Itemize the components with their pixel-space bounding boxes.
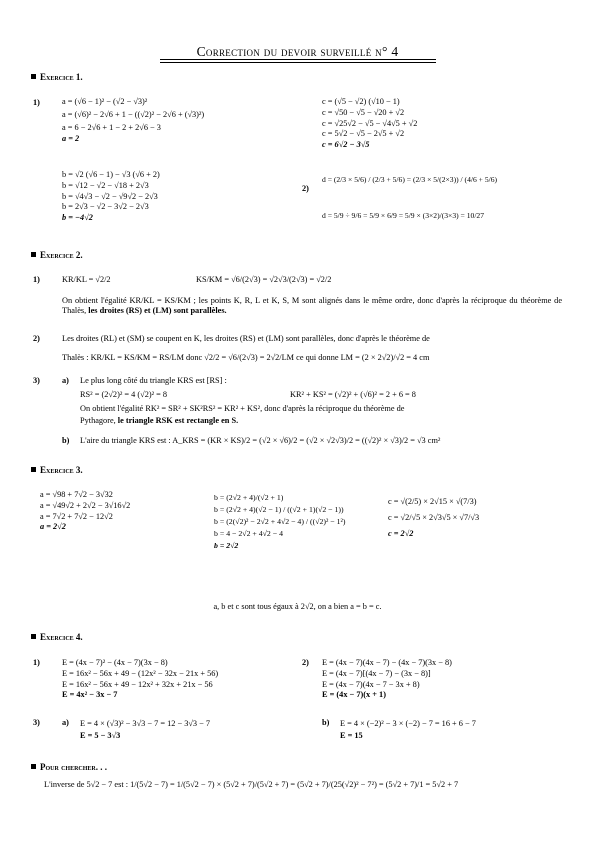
ex3-a-line: a = √49√2 + 2√2 − 3√16√2	[40, 500, 131, 510]
ex4-q1-line: E = 16x² − 56x + 49 − (12x² − 32x − 21x + 56)	[62, 668, 219, 678]
exercise-3-heading: Exercice 3.	[31, 465, 83, 476]
ex1-c-line: c = √25√2 − √5 − √4√5 + √2	[322, 118, 418, 128]
ex1-c-line: c = (√5 − √2) (√10 − 1)	[322, 97, 400, 106]
extra-line: L'inverse de 5√2 − 7 est : 1/(5√2 − 7) = 1/(5√2 − 7) × (5√2 + 7)/(5√2 + 7) = (5√2 + 7)/(25(√2)² − 7²) = (5√2 + 7)/1 = 5√2 + 7	[44, 780, 459, 789]
ex1-c-block	[322, 97, 417, 151]
ex3-c-line: c = √(2/5) × 2√15 × √(7/3)	[388, 497, 477, 506]
ex4-q1-label: 1)	[33, 658, 40, 667]
ex2-q3a-line2b: KR² + KS² = (√2)² + (√6)² = 2 + 6 = 8	[290, 390, 416, 399]
ex1-b-line: b = √12 − √2 − √18 + 2√3	[62, 180, 149, 190]
ex1-q1-label: 1)	[33, 98, 40, 107]
ex2-q3a-line1: Le plus long côté du triangle KRS est [RS] :	[80, 376, 227, 385]
ex2-q1-text	[62, 296, 562, 316]
ex4-q2-result: E = (4x − 7)(x + 1)	[322, 690, 386, 700]
ex1-b-line: b = √4√3 − √2 − √9√2 − 2√3	[62, 191, 158, 201]
ex3-c-block	[388, 494, 479, 541]
ex4-q2-line: E = (4x − 7)(4x − 7 − 3x + 8)	[322, 679, 420, 689]
exercise-1-heading: Exercice 1.	[31, 72, 83, 83]
ex2-q1-conclusion: les droites (RS) et (LM) sont parallèles.	[88, 305, 227, 315]
ex2-q3a-conclusion: le triangle RSK est rectangle en S.	[117, 416, 239, 425]
ex1-q2-label: 2)	[302, 184, 309, 193]
ex1-b-line: b = √2 (√6 − 1) − √3 (√6 + 2)	[62, 170, 160, 179]
ex2-q3b-label: b)	[62, 436, 70, 445]
ex4-q1-line: E = (4x − 7)² − (4x − 7)(3x − 8)	[62, 658, 168, 667]
ex3-b-line: b = (2(√2)² − 2√2 + 4√2 − 4) / ((√2)² − 1²)	[214, 517, 346, 527]
ex2-q3a-line2a: RS² = (2√2)² = 4 (√2)² = 8	[80, 390, 168, 399]
ex4-q2-line: E = (4x − 7)[(4x − 7) − (3x − 8)]	[322, 668, 431, 678]
page-title: Correction du devoir surveillé n° 4	[196, 44, 399, 59]
ex3-b-block	[214, 492, 345, 552]
ex3-b-result: b = 2√2	[214, 541, 239, 551]
ex3-a-line: a = √98 + 7√2 − 3√32	[40, 490, 113, 499]
ex1-d-line: d = (2/3 × 5/6) / (2/3 + 5/6) = (2/3 × 5/(2×3)) / (4/6 + 5/6)	[322, 175, 498, 184]
exercise-4-heading: Exercice 4.	[31, 632, 83, 643]
ex1-a-line: a = (√6 − 1)² − (√2 − √3)²	[62, 97, 148, 106]
ex2-q3b-text: L'aire du triangle KRS est : A_KRS = (KR × KS)/2 = (√2 × √6)/2 = (√2 × √2√3)/2 = ((√2)² × √3)/2 = √3 cm²	[80, 436, 441, 445]
ex1-a-line: a = 6 − 2√6 + 1 − 2 + 2√6 − 3	[62, 122, 161, 132]
ex3-b-line: b = 4 − 2√2 + 4√2 − 4	[214, 529, 284, 539]
ex2-q1-eq2: KS/KM = √6/(2√3) = √2√3/(2√3) = √2/2	[196, 275, 332, 284]
ex2-q3a-line4	[80, 416, 238, 426]
ex3-b-line: b = (2√2 + 4)/(√2 + 1)	[214, 493, 284, 502]
ex3-conclusion: a, b et c sont tous égaux à 2√2, on a bien a = b = c.	[213, 602, 382, 611]
ex4-q3a-label: a)	[62, 718, 69, 727]
extra-heading: Pour chercher. . .	[31, 762, 107, 773]
ex1-c-line: c = √50 − √5 − √20 + √2	[322, 107, 405, 117]
ex4-q3b-block	[340, 718, 476, 741]
ex4-q3b-result: E = 15	[340, 730, 363, 740]
ex2-q3a-label: a)	[62, 376, 69, 385]
ex4-q3-label: 3)	[33, 718, 40, 727]
ex4-q3a-block	[80, 718, 210, 741]
exercise-2-heading: Exercice 2.	[31, 250, 83, 261]
ex4-q3a-result: E = 5 − 3√3	[80, 730, 121, 740]
ex1-b-line: b = 2√3 − √2 − 3√2 − 2√3	[62, 202, 149, 212]
ex3-a-result: a = 2√2	[40, 522, 66, 532]
ex1-d-result: d = 5/9 ÷ 9/6 = 5/9 × 6/9 = 5/9 × (3×2)/(3×3) = 10/27	[322, 211, 485, 220]
ex2-q1-sentence: On obtient l'égalité KR/KL = KS/KM ; les points K, R, L et K, S, M sont alignés dans le même ordre, donc d'après la réciproque du théorème de Thalès,	[62, 296, 562, 315]
ex3-c-result: c = 2√2	[388, 528, 414, 538]
ex1-a-line: a = (√6)² − 2√6 + 1 − ((√2)² − 2√6 + (√3)²)	[62, 109, 205, 119]
ex2-q2-text: Les droites (RL) et (SM) se coupent en K, les droites (RS) et (LM) sont parallèles, donc d'après le théorème de	[62, 334, 430, 343]
ex1-b-block	[62, 170, 160, 224]
ex3-c-line: c = √2/√5 × 2√3√5 × √7/√3	[388, 512, 480, 522]
ex1-a-result: a = 2	[62, 134, 80, 144]
ex1-b-result: b = −4√2	[62, 213, 93, 223]
ex2-q3a-line3: On obtient l'égalité RK² = SR² + SK²RS² = KR² + KS², donc d'après la réciproque du théorème de	[80, 404, 405, 413]
ex2-q1-label: 1)	[33, 275, 40, 284]
ex4-q3b-label: b)	[322, 718, 330, 727]
ex2-q2-label: 2)	[33, 334, 40, 343]
ex4-q1-line: E = 16x² − 56x + 49 − 12x² + 32x + 21x − 56	[62, 679, 213, 689]
ex1-a-block	[62, 97, 204, 144]
ex4-q1-block	[62, 658, 218, 701]
ex1-c-result: c = 6√2 − 3√5	[322, 140, 370, 150]
ex3-a-line: a = 7√2 + 7√2 − 12√2	[40, 511, 113, 521]
ex2-q3-label: 3)	[33, 376, 40, 385]
ex4-q1-result: E = 4x² − 3x − 7	[62, 690, 118, 700]
ex4-q2-label: 2)	[302, 658, 309, 667]
ex3-b-line: b = (2√2 + 4)(√2 − 1) / ((√2 + 1)(√2 − 1))	[214, 505, 344, 515]
ex1-c-line: c = 5√2 − √5 − 2√5 + √2	[322, 129, 405, 139]
ex3-a-block	[40, 490, 130, 533]
ex4-q3b-line: E = 4 × (−2)² − 3 × (−2) − 7 = 16 + 6 − 7	[340, 719, 476, 728]
title-underline	[160, 59, 436, 63]
ex2-q1-eq1: KR/KL = √2/2	[62, 275, 111, 284]
ex4-q2-block	[322, 658, 452, 701]
ex2-q2-equation: Thalès : KR/KL = KS/KM = RS/LM donc √2/2 = √6/(2√3) = 2√2/LM ce qui donne LM = (2 × 2√2)/√2 = 4 cm	[62, 353, 430, 362]
ex4-q3a-line: E = 4 × (√3)² − 3√3 − 7 = 12 − 3√3 − 7	[80, 719, 211, 728]
ex2-q3a-pythagore: Pythagore,	[80, 416, 116, 425]
ex4-q2-line: E = (4x − 7)(4x − 7) − (4x − 7)(3x − 8)	[322, 658, 452, 667]
